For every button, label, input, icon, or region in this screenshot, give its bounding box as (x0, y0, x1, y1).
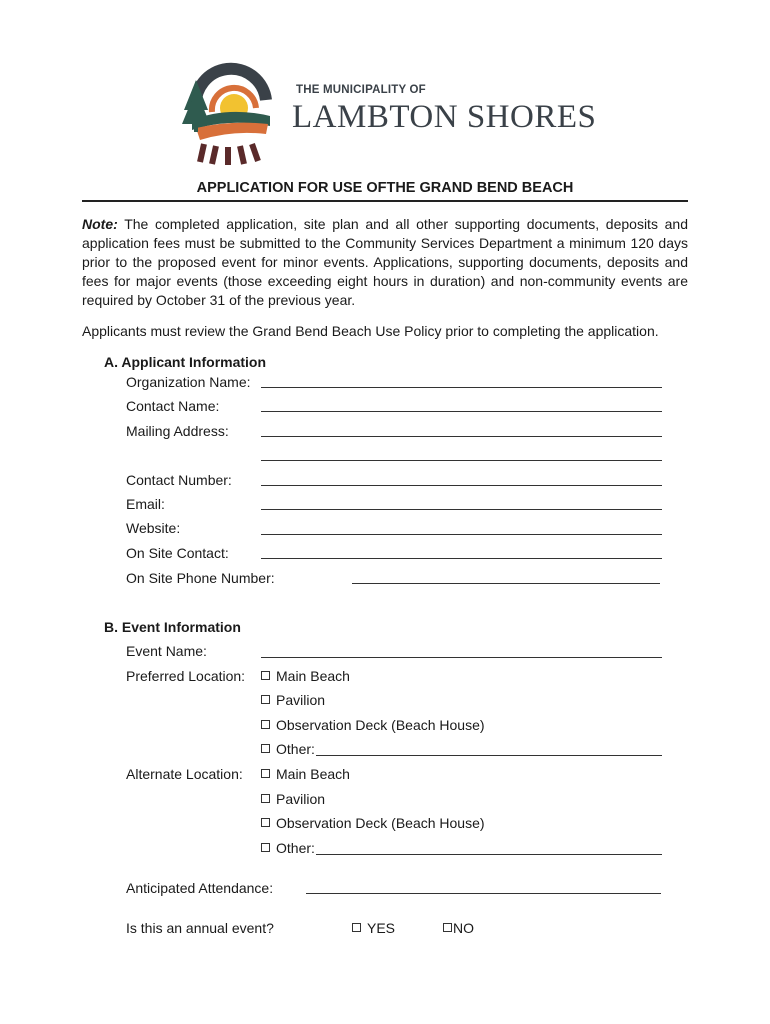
alternate-other-checkbox[interactable]: Other: (261, 840, 315, 856)
logo-subtitle: THE MUNICIPALITY OF (296, 84, 426, 96)
mailing-address-field-line-2[interactable] (261, 460, 662, 461)
contact-number-field[interactable] (261, 485, 662, 486)
contact-name-field[interactable] (261, 411, 662, 412)
on-site-phone-field[interactable] (352, 583, 660, 584)
title-divider (82, 200, 688, 202)
annual-event-label: Is this an annual event? (126, 920, 274, 936)
checkbox-icon (261, 843, 270, 852)
email-field[interactable] (261, 509, 662, 510)
annual-no-checkbox[interactable]: NO (443, 920, 474, 936)
checkbox-icon (261, 769, 270, 778)
checkbox-icon (261, 818, 270, 827)
on-site-contact-label: On Site Contact: (126, 545, 229, 561)
contact-number-label: Contact Number: (126, 472, 232, 488)
section-a-heading: A. Applicant Information (104, 354, 267, 370)
preferred-location-label: Preferred Location: (126, 668, 246, 684)
note-text: The completed application, site plan and all other supporting documents, deposits and application fees must be submitted to the Community Services Department a minimum 120 days prior to the proposed event for minor events. Applications, supporting documents, deposits and fees for major events (those exceeding eight hours in duration) and non-community events are required by October 31 of the previous year. (82, 216, 688, 308)
website-label: Website: (126, 520, 181, 536)
note-paragraph (82, 215, 688, 310)
preferred-pavilion-checkbox[interactable]: Pavilion (261, 692, 325, 708)
preferred-main-beach-checkbox[interactable]: Main Beach (261, 668, 350, 684)
logo-title: LAMBTON SHORES (292, 99, 597, 135)
checkbox-icon (261, 671, 270, 680)
organization-label: Organization Name: (126, 374, 251, 390)
preferred-other-field[interactable] (316, 755, 662, 756)
mailing-address-label: Mailing Address: (126, 423, 229, 439)
checkbox-icon (261, 720, 270, 729)
section-b-heading: B. Event Information (104, 619, 241, 635)
alternate-observation-deck-checkbox[interactable]: Observation Deck (Beach House) (261, 815, 485, 831)
contact-name-label: Contact Name: (126, 398, 220, 414)
event-name-label: Event Name: (126, 643, 207, 659)
review-paragraph: Applicants must review the Grand Bend Beach Use Policy prior to completing the application. (82, 323, 659, 339)
checkbox-icon (261, 744, 270, 753)
alternate-other-field[interactable] (316, 854, 662, 855)
preferred-observation-deck-checkbox[interactable]: Observation Deck (Beach House) (261, 717, 485, 733)
checkbox-icon (261, 695, 270, 704)
annual-yes-checkbox[interactable]: YES (352, 920, 395, 936)
checkbox-icon (261, 794, 270, 803)
event-name-field[interactable] (261, 657, 662, 658)
municipality-logo (178, 62, 597, 166)
on-site-phone-label: On Site Phone Number: (126, 570, 275, 586)
mailing-address-field[interactable] (261, 436, 662, 437)
preferred-other-checkbox[interactable]: Other: (261, 741, 315, 757)
organization-field[interactable] (261, 387, 662, 388)
alternate-pavilion-checkbox[interactable]: Pavilion (261, 791, 325, 807)
on-site-contact-field[interactable] (261, 558, 662, 559)
note-label: Note: (82, 216, 118, 232)
sunrise-landscape-emblem-icon (178, 62, 278, 166)
anticipated-attendance-label: Anticipated Attendance: (126, 880, 274, 896)
anticipated-attendance-field[interactable] (306, 893, 661, 894)
alternate-main-beach-checkbox[interactable]: Main Beach (261, 766, 350, 782)
email-label: Email: (126, 496, 165, 512)
alternate-location-label: Alternate Location: (126, 766, 243, 782)
document-title: APPLICATION FOR USE OFTHE GRAND BEND BEACH (196, 180, 574, 196)
checkbox-icon (443, 923, 452, 932)
checkbox-icon (352, 923, 361, 932)
website-field[interactable] (261, 534, 662, 535)
